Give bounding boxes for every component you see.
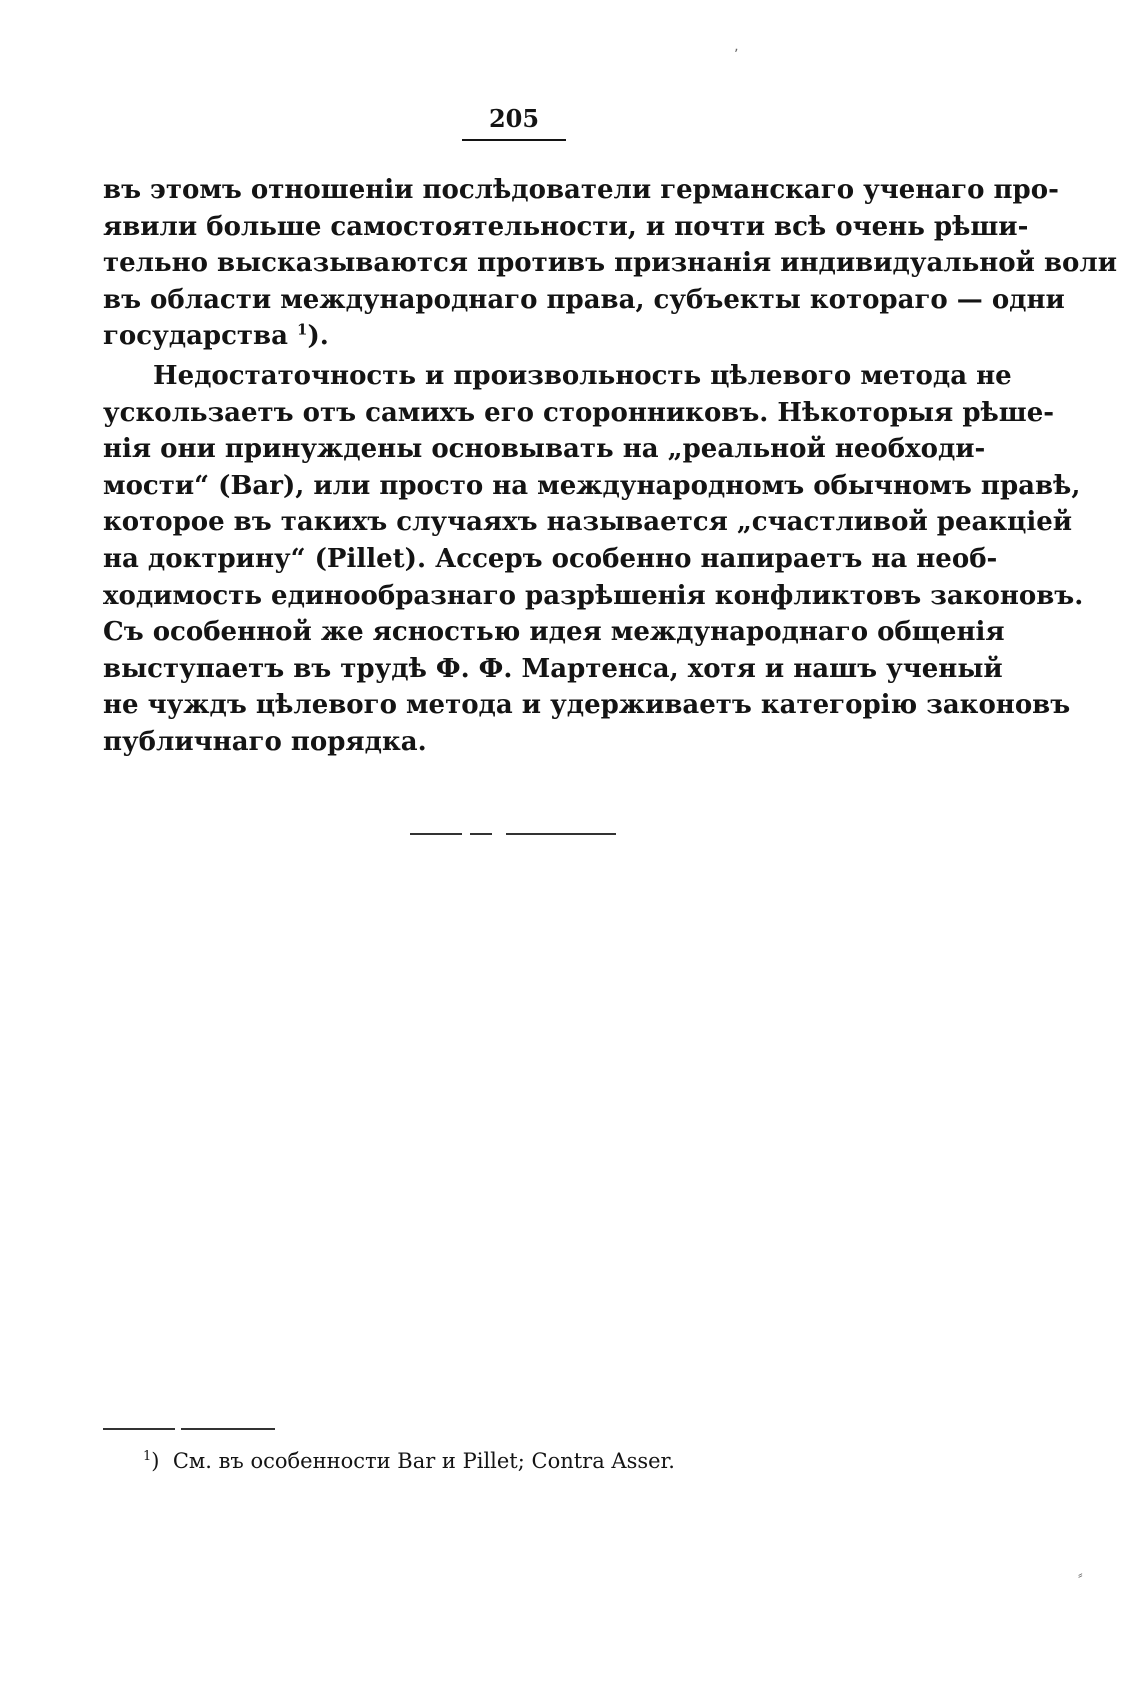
text-line: Съ особенной же ясностью идея международнаго общенiя — [103, 617, 1005, 648]
text-line: ускользаетъ отъ самихъ его сторонниковъ. Нѣкоторыя рѣше- — [103, 397, 1055, 428]
text-line: тельно высказываются противъ признанiя индивидуальной воли — [103, 248, 1118, 279]
footnote-marker: 1 — [143, 1449, 152, 1464]
text-line: мости“ (Bar), или просто на международномъ обычномъ правѣ, — [103, 470, 1081, 501]
text-line — [103, 318, 923, 355]
text-line: не чуждъ цѣлевого метода и удерживаетъ категорiю законовъ — [103, 690, 1071, 721]
text-fragment: государства — [103, 321, 288, 352]
ink-speck: ⸗ — [1078, 1567, 1083, 1583]
section-separator — [410, 833, 462, 835]
text-line: Недостаточность и произвольность цѣлевого метода не — [153, 360, 1012, 391]
footnote-marker-close: ) — [151, 1449, 160, 1473]
text-line: публичнаго порядка. — [103, 726, 427, 757]
text-line: на доктрину“ (Pillet). Ассеръ особенно напираетъ на необ- — [103, 543, 998, 574]
page-number: 205 — [462, 104, 566, 141]
text-line: выступаетъ въ трудѣ Ф. Ф. Мартенса, хотя и нашъ ученый — [103, 653, 1003, 684]
section-separator — [470, 833, 492, 835]
text-line: ходимость единообразнаго разрѣшенiя конфликтовъ законовъ. — [103, 580, 1084, 611]
text-line: явили больше самостоятельности, и почти всѣ очень рѣши- — [103, 211, 1029, 242]
footnote-rule — [181, 1428, 275, 1430]
text-fragment: ). — [307, 321, 329, 352]
text-line: въ этомъ отношенiи послѣдователи германскаго ученаго про- — [103, 175, 1059, 205]
main-text — [103, 172, 1118, 761]
footnote-text: См. въ особенности Bar и Pillet; Contra Asser. — [172, 1449, 675, 1473]
footnote-rule — [103, 1428, 175, 1430]
text-line: нiя они принуждены основывать на „реальной необходи- — [103, 434, 986, 465]
footnote — [143, 1446, 843, 1476]
ink-speck: ٬ — [734, 47, 739, 63]
text-line: которое въ такихъ случаяхъ называется „счастливой реакцiей — [103, 507, 1073, 538]
text-line: въ области международнаго права, субъекты котораго — одни — [103, 284, 1065, 315]
section-separator — [506, 833, 616, 835]
footnote-reference: 1 — [297, 320, 308, 339]
